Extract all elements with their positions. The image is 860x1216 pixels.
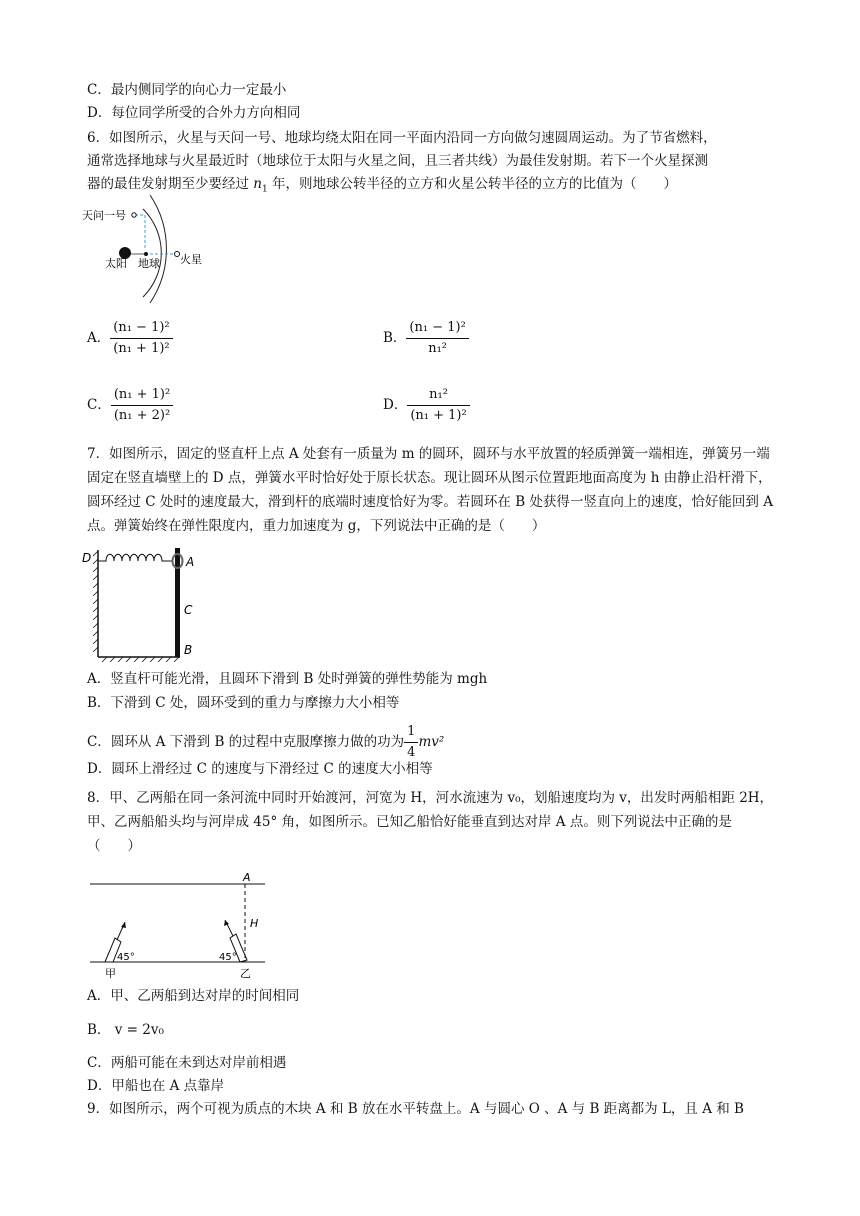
mars-dot xyxy=(175,252,180,257)
point-a-label: A xyxy=(243,872,251,884)
q6-option-b: B． $\frac{\text{(n₁ − 1)²}}{\text{n₁²}}$ xyxy=(383,318,469,359)
sun-label: 太阳 xyxy=(105,257,127,270)
q7-spring-figure xyxy=(80,542,210,664)
q6-option-a: A． $\frac{\text{(n₁ − 1)²}}{\text{(n₁ + 1)²}}$ xyxy=(87,318,173,359)
q7-option-c: C．圆环从 A 下滑到 B 的过程中克服摩擦力做的功为 $\frac{1}{4}$ mv² xyxy=(87,724,445,760)
q6-orbit-figure xyxy=(80,195,210,305)
label-d: D xyxy=(82,551,92,565)
q5-option-d: D．每位同学所受的合外力方向相同 xyxy=(87,105,301,121)
angle-label-jia: 45° xyxy=(117,952,135,963)
q6-option-c: C． $\frac{\text{(n₁ + 1)²}}{\text{(n₁ + 2)²}}$ xyxy=(87,385,173,426)
q5-option-c: C．最内侧同学的向心力一定最小 xyxy=(87,82,287,98)
mars-label: 火星 xyxy=(180,253,202,266)
vertical-rod xyxy=(175,548,180,657)
q8-stem: 8．甲、乙两船在同一条河流中同时开始渡河，河宽为 H，河水流速为 v₀，划船速度均为 v，出发时两船相距 2H，甲、乙两船船头均与河岸成 45° 角，如图所示。已知乙船恰好能垂直到达对岸 A 点。则下列说法中正确的是（ ） xyxy=(87,790,774,854)
boat-jia-label: 甲 xyxy=(105,967,116,980)
q8-option-a: A．甲、乙两船到达对岸的时间相同 xyxy=(87,988,300,1004)
q7-stem: 7．如图所示，固定的竖直杆上点 A 处套有一质量为 m 的圆环，圆环与水平放置的轻质弹簧一端相连，弹簧另一端固定在竖直墙壁上的 D 点，弹簧水平时恰好处于原长状态。现让圆环从图示位置距地面高度为 h 由静止沿杆滑下，圆环经过 C 处时的速度最大，滑到杆的底端时速度恰好为零。若圆环在 B 处获得一竖直向上的速度，恰好能回到 A 点。弹簧始终在弹性限度内，重力加速度为 g，下列说法中正确的是（ ） xyxy=(87,446,773,534)
q6-stem-line2: 通常选择地球与火星最近时（地球位于太阳与火星之间，且三者共线）为最佳发射期。若下一个火星探测 xyxy=(87,153,708,169)
probe-dot xyxy=(132,213,136,217)
q7-option-b: B．下滑到 C 处，圆环受到的重力与摩擦力大小相等 xyxy=(87,695,400,711)
q7-option-a: A．竖直杆可能光滑，且圆环下滑到 B 处时弹簧的弹性势能为 mgh xyxy=(87,671,488,687)
q6-option-d: D． $\frac{\text{n₁²}}{\text{(n₁ + 1)²}}$ xyxy=(383,385,470,426)
width-h-label: H xyxy=(250,917,259,930)
q8-river-figure xyxy=(85,872,275,982)
q6-stem-line1: 6．如图所示，火星与天问一号、地球均绕太阳在同一平面内沿同一方向做匀速圆周运动。为了节省燃料， xyxy=(87,130,717,146)
angle-label-yi: 45° xyxy=(219,952,237,963)
q6-stem-line3: 器的最佳发射期至少要经过 $n_1$ 年，则地球公转半径的立方和火星公转半径的立方的比值为（ ） xyxy=(87,176,678,195)
label-c: C xyxy=(184,603,193,617)
q8-option-b: B． v = 2v₀ xyxy=(87,1022,164,1038)
q8-option-c: C．两船可能在未到达对岸前相遇 xyxy=(87,1055,287,1071)
label-b: B xyxy=(184,643,193,657)
earth-dot xyxy=(144,252,148,256)
boat-yi-label: 乙 xyxy=(240,967,251,980)
probe-label: 天问一号 xyxy=(82,209,126,222)
label-a: A xyxy=(186,555,195,569)
q8-option-d: D．甲船也在 A 点靠岸 xyxy=(87,1078,225,1094)
q7-option-d: D．圆环上滑经过 C 的速度与下滑经过 C 的速度大小相等 xyxy=(87,761,433,777)
q9-stem-line1: 9．如图所示，两个可视为质点的木块 A 和 B 放在水平转盘上。A 与圆心 O 、A 与 B 距离都为 L，且 A 和 B xyxy=(87,1101,744,1117)
earth-label: 地球 xyxy=(138,257,160,270)
